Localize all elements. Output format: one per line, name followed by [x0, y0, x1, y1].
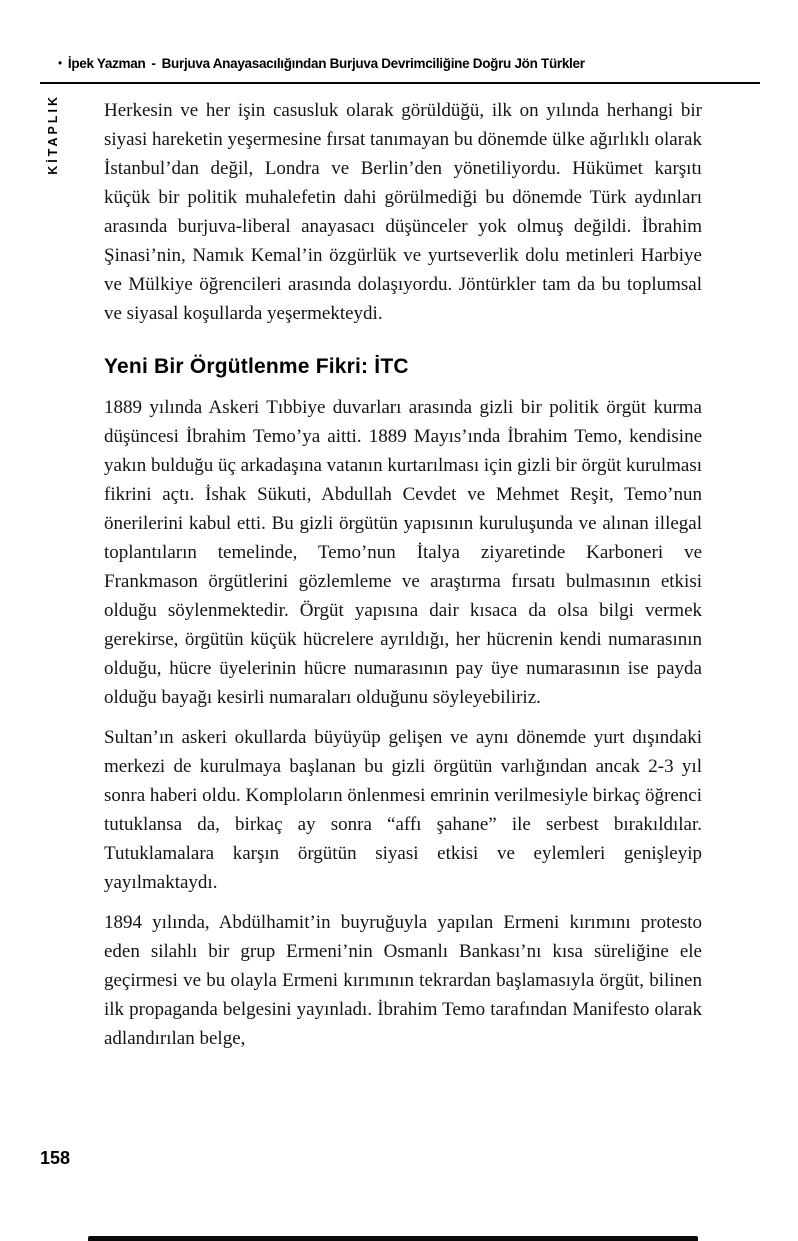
running-header: [58, 56, 758, 71]
section-heading: Yeni Bir Örgütlenme Fikri: İTC: [104, 355, 409, 378]
header-bullet-icon: •: [58, 56, 62, 70]
paragraph-itc: 1889 yılında Askeri Tıbbiye duvarları arasında gizli bir politik örgüt kurma düşüncesi İbrahim Temo’ya aitti. 1889 Mayıs’ında İbrahim Temo, kendisine yakın bulduğu üç arkadaşına vatanın kurtarılması için gizli bir örgüt kurulması fikrini açtı. İshak Sükuti, Abdullah Cevdet ve Mehmet Reşit, Temo’nun önerilerini kabul etti. Bu gizli örgütün yapısının kuruluşunda ve alınan illegal toplantıların temelinde, Temo’nun İtalya ziyaretinde Karboneri ve Frankmason örgütlerini gözlemleme ve araştırma fırsatı bulmasının etkisi olduğu söylenmektedir. Örgüt yapısına dair kısaca da olsa bilgi vermek gerekirse, örgütün küçük hücrelere ayrıldığı, her hücrenin kendi numarasının olduğu, hücre üyelerinin hücre numarasının pay üye numarasının ise payda olduğu bayağı kesirli numaraları olduğunu söyleyebiliriz.: [104, 397, 703, 708]
paragraph-sultan: Sultan’ın askeri okullarda büyüyüp gelişen ve aynı dönemde yurt dışındaki merkezi de kurulmaya başlanan bu gizli örgütün varlığından ancak 2-3 yıl sonra haberi oldu. Komploların önlenmesi emrinin verilmesiyle birkaç öğrenci tutuklansa da, birkaç ay sonra “affı şahane” ile serbest bırakıldılar. Tutuklamalara karşın örgütün siyasi etkisi ve eylemleri genişleyip yayılmaktaydı.: [104, 727, 702, 893]
page-content: [104, 96, 702, 1064]
scan-edge-strip: [88, 1236, 698, 1241]
header-dash: -: [151, 56, 156, 71]
header-rule: [40, 82, 760, 84]
header-author: İpek Yazman: [67, 56, 146, 71]
paragraph-1894: 1894 yılında, Abdülhamit’in buyruğuyla yapılan Ermeni kırımını protesto eden silahlı bir grup Ermeni’nin Osmanlı Bankası’nı kısa süreliğine ele geçirmesi ve bu olayla Ermeni kırımının tekrardan başlamasıyla örgüt, bilinen ilk propaganda belgesini yayınladı. İbrahim Temo tarafından Manifesto olarak adlandırılan belge,: [104, 912, 702, 1049]
page-number: 158: [40, 1148, 71, 1168]
paragraph-intro: Herkesin ve her işin casusluk olarak görüldüğü, ilk on yılında herhangi bir siyasi hareketin yeşermesine fırsat tanımayan bu dönemde ülke ağırlıklı olarak İstanbul’dan değil, Londra ve Berlin’den yönetiliyordu. Hükümet karşıtı küçük bir politik muhalefetin dahi görülmediği bu dönemde Türk aydınları arasında burjuva-liberal anayasacı düşünceler yok olmuş değildi. İbrahim Şinasi’nin, Namık Kemal’in özgürlük ve yurtseverlik dolu metinleri Harbiye ve Mülkiye öğrencileri arasında dolaşıyordu. Jöntürkler tam da bu toplumsal ve siyasal koşullarda yeşermekteydi.: [104, 100, 702, 324]
spine-label-kitaplik: KİTAPLIK: [46, 94, 60, 175]
header-book-title: Burjuva Anayasacılığından Burjuva Devrimciliğine Doğru Jön Türkler: [161, 56, 585, 71]
